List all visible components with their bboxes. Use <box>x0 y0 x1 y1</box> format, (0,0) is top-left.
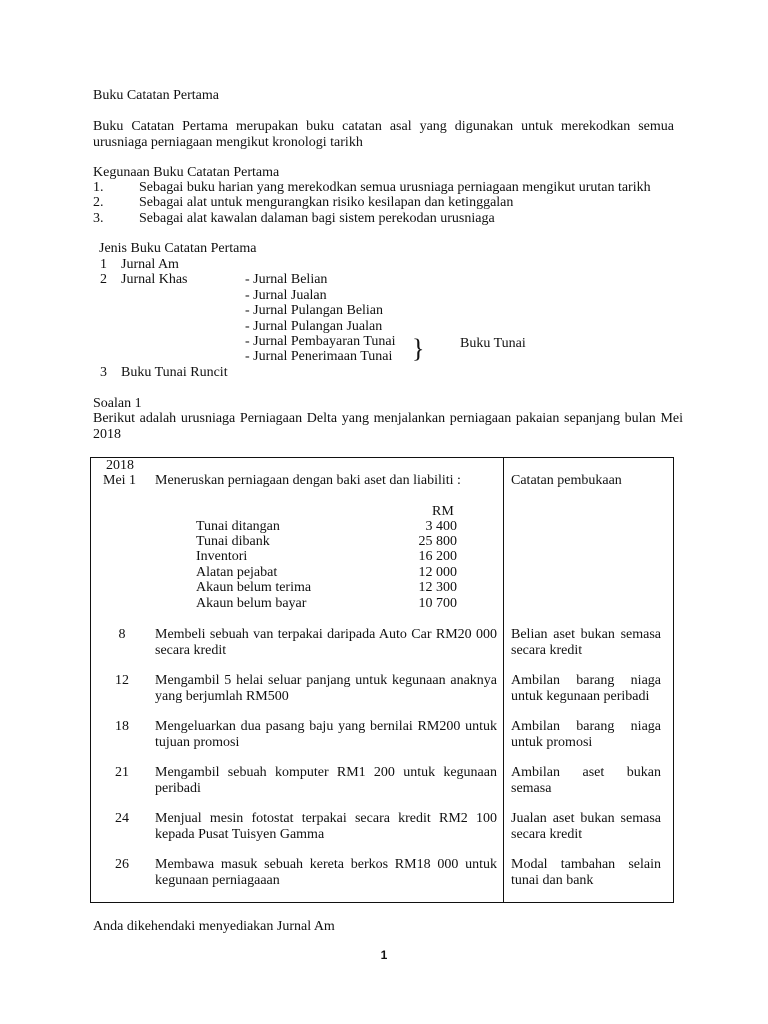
currency-header: RM <box>432 504 454 519</box>
jurnal-khas-subitem: - Jurnal Pulangan Belian <box>245 303 384 318</box>
jurnal-khas-subitem: - Jurnal Pembayaran Tunai <box>245 334 396 349</box>
table-row-day: 24 <box>115 811 129 826</box>
balance-item: Akaun belum terima <box>196 580 312 595</box>
jenis-num-1: 1 <box>100 257 107 272</box>
jenis-num-3: 3 <box>100 365 107 380</box>
table-year: 2018 <box>106 458 134 473</box>
right-brace-icon: } <box>412 334 425 363</box>
kegunaan-item-1: Sebagai buku harian yang merekodkan semua urusniaga perniagaan mengikut urutan tarikh <box>139 180 651 195</box>
jenis-item-jurnal-khas: Jurnal Khas <box>121 272 188 287</box>
table-date-mei-1: Mei 1 <box>103 473 137 488</box>
jurnal-khas-subitem: - Jurnal Pulangan Jualan <box>245 319 383 334</box>
balance-item: Tunai dibank <box>196 534 270 549</box>
kegunaan-num-2: 2. <box>93 195 104 210</box>
jenis-num-2: 2 <box>100 272 107 287</box>
kegunaan-heading: Kegunaan Buku Catatan Pertama <box>93 165 280 180</box>
soalan-text: Berikut adalah urusniaga Perniagaan Delta yang menjalankan perniagaan pakaian sepanjang bulan Mei 2018 <box>93 411 683 442</box>
opening-note: Catatan pembukaan <box>511 473 622 488</box>
balance-amount: 16 200 <box>418 549 457 564</box>
balance-item: Akaun belum bayar <box>196 596 307 611</box>
table-row-note: Jualan aset bukan semasa secara kredit <box>511 811 661 842</box>
balance-item: Inventori <box>196 549 248 564</box>
table-row-description: Mengambil sebuah komputer RM1 200 untuk kegunaan peribadi <box>155 765 497 796</box>
page-title: Buku Catatan Pertama <box>93 88 219 103</box>
page-number: 1 <box>380 948 388 962</box>
table-row-day: 26 <box>115 857 129 872</box>
table-row-note: Modal tambahan selain tunai dan bank <box>511 857 661 888</box>
instruction-text: Anda dikehendaki menyediakan Jurnal Am <box>93 919 335 934</box>
jenis-item-jurnal-am: Jurnal Am <box>121 257 179 272</box>
kegunaan-num-3: 3. <box>93 211 104 226</box>
table-row-day: 18 <box>115 719 129 734</box>
balance-item: Tunai ditangan <box>196 519 280 534</box>
table-row-description: Mengambil 5 helai seluar panjang untuk kegunaan anaknya yang berjumlah RM500 <box>155 673 497 704</box>
table-row-note: Ambilan aset bukan semasa <box>511 765 661 796</box>
intro-paragraph: Buku Catatan Pertama merupakan buku catatan asal yang digunakan untuk merekodkan semua urusniaga perniagaan mengikut kronologi tarikh <box>93 119 674 150</box>
jurnal-khas-subitem: - Jurnal Penerimaan Tunai <box>245 349 393 364</box>
buku-tunai-label: Buku Tunai <box>460 336 526 351</box>
balance-amount: 12 300 <box>418 580 457 595</box>
table-row-day: 12 <box>115 673 129 688</box>
table-column-divider <box>503 457 504 903</box>
table-row-day: 21 <box>115 765 129 780</box>
table-row-description: Membeli sebuah van terpakai daripada Auto Car RM20 000 secara kredit <box>155 627 497 658</box>
table-row-description: Membawa masuk sebuah kereta berkos RM18 000 untuk kegunaan perniagaaan <box>155 857 497 888</box>
kegunaan-num-1: 1. <box>93 180 104 195</box>
jurnal-khas-subitem: - Jurnal Belian <box>245 272 328 287</box>
balance-amount: 10 700 <box>418 596 457 611</box>
balance-amount: 3 400 <box>425 519 457 534</box>
table-row-description: Menjual mesin fotostat terpakai secara kredit RM2 100 kepada Pusat Tuisyen Gamma <box>155 811 497 842</box>
balance-item: Alatan pejabat <box>196 565 278 580</box>
table-row-note: Belian aset bukan semasa secara kredit <box>511 627 661 658</box>
balance-amount: 25 800 <box>418 534 457 549</box>
kegunaan-item-2: Sebagai alat untuk mengurangkan risiko kesilapan dan ketinggalan <box>139 195 514 210</box>
kegunaan-item-3: Sebagai alat kawalan dalaman bagi sistem perekodan urusniaga <box>139 211 495 226</box>
table-row-description: Mengeluarkan dua pasang baju yang bernilai RM200 untuk tujuan promosi <box>155 719 497 750</box>
jenis-heading: Jenis Buku Catatan Pertama <box>99 241 257 256</box>
balance-amount: 12 000 <box>418 565 457 580</box>
opening-description: Meneruskan perniagaan dengan baki aset dan liabiliti : <box>155 473 461 488</box>
jurnal-khas-subitem: - Jurnal Jualan <box>245 288 327 303</box>
table-row-day: 8 <box>118 627 126 642</box>
table-row-note: Ambilan barang niaga untuk kegunaan peribadi <box>511 673 661 704</box>
soalan-heading: Soalan 1 <box>93 396 142 411</box>
table-row-note: Ambilan barang niaga untuk promosi <box>511 719 661 750</box>
jenis-item-buku-tunai-runcit: Buku Tunai Runcit <box>121 365 228 380</box>
